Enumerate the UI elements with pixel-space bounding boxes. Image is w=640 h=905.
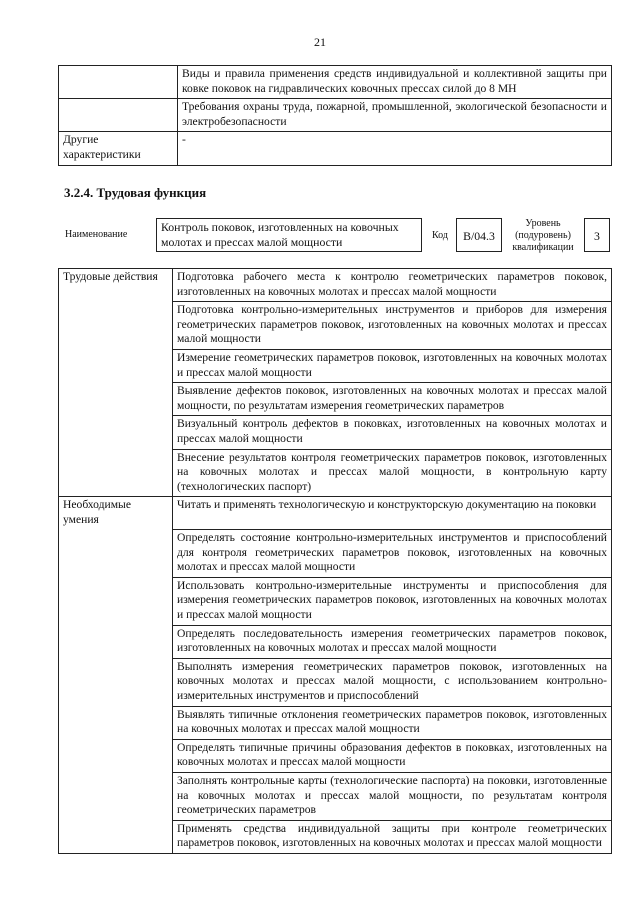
- function-name-box: Контроль поковок, изготовленных на ковочных молотах и прессах малой мощности: [156, 218, 422, 252]
- group-label-spacer: [59, 658, 173, 706]
- group-label-spacer: [59, 302, 173, 350]
- table-row: [59, 99, 612, 132]
- group-label-spacer: [59, 739, 173, 772]
- table-row: [59, 497, 612, 530]
- group-label-spacer: [59, 577, 173, 625]
- table-row: [59, 66, 612, 99]
- group-item: Выявление дефектов поковок, изготовленных на ковочных молотах и прессах малой мощности, по результатам измерения геометрических параметров: [173, 383, 612, 416]
- table-row: [59, 577, 612, 625]
- table-row: [59, 132, 612, 165]
- group-label: Трудовые действия: [59, 269, 173, 302]
- table-row: [59, 820, 612, 853]
- table-row: [59, 302, 612, 350]
- group-item: Заполнять контрольные карты (технологические паспорта) на поковки, изготовленные на ковочных молотах и прессах малой мощности, по результатам контроля геометрических параметров: [173, 772, 612, 820]
- group-label-spacer: [59, 706, 173, 739]
- top-table: [58, 65, 612, 166]
- table-row: [59, 530, 612, 578]
- row-text: -: [178, 132, 612, 165]
- table-row: [59, 658, 612, 706]
- group-item: Подготовка контрольно-измерительных инструментов и приборов для измерения геометрических параметров поковок, изготовленных на ковочных молотах и прессах малой мощности: [173, 302, 612, 350]
- section-heading: 3.2.4. Трудовая функция: [64, 185, 207, 200]
- main-table: [58, 268, 612, 854]
- row-label: [59, 66, 178, 99]
- page-number: 21: [314, 35, 326, 49]
- row-text: Требования охраны труда, пожарной, промышленной, экологической безопасности и электробезопасности: [178, 99, 612, 132]
- group-item: Определять состояние контрольно-измерительных инструментов и приспособлений для контроля геометрических параметров поковок, изготовленных на ковочных молотах и прессах малой мощности: [173, 530, 612, 578]
- group-item: Читать и применять технологическую и конструкторскую документацию на поковки: [173, 497, 612, 530]
- table-row: [59, 625, 612, 658]
- table-row: [59, 269, 612, 302]
- table-row: [59, 449, 612, 497]
- group-item: Измерение геометрических параметров поковок, изготовленных на ковочных молотах и прессах малой мощности: [173, 349, 612, 382]
- group-label-spacer: [59, 416, 173, 449]
- group-item: Определять последовательность измерения геометрических параметров поковок, изготовленных на ковочных молотах и прессах малой мощности: [173, 625, 612, 658]
- table-row: [59, 349, 612, 382]
- group-label-spacer: [59, 349, 173, 382]
- table-row: [59, 739, 612, 772]
- group-item: Применять средства индивидуальной защиты при контроле геометрических параметров поковок, изготовленных на ковочных молотах и прессах малой мощности: [173, 820, 612, 853]
- group-label-spacer: [59, 383, 173, 416]
- group-label-spacer: [59, 625, 173, 658]
- group-item: Визуальный контроль дефектов в поковках, изготовленных на ковочных молотах и прессах малой мощности: [173, 416, 612, 449]
- table-row: [59, 772, 612, 820]
- group-label-spacer: [59, 449, 173, 497]
- name-label: Наименование: [65, 229, 128, 240]
- group-item: Выполнять измерения геометрических параметров поковок, изготовленных на ковочных молотах и прессах малой мощности, с использованием контрольно-измерительных инструментов и приспособлений: [173, 658, 612, 706]
- group-label: Необходимые умения: [59, 497, 173, 530]
- level-label: Уровень (подуровень) квалификации: [512, 218, 574, 253]
- table-row: [59, 706, 612, 739]
- row-label: Другие характеристики: [59, 132, 178, 165]
- group-label-spacer: [59, 772, 173, 820]
- group-item: Внесение результатов контроля геометрических параметров поковок, изготовленных на ковочных молотах и прессах малой мощности, в контрольную карту (технологических паспорт): [173, 449, 612, 497]
- group-item: Использовать контрольно-измерительные инструменты и приспособления для измерения геометрических параметров поковок, изготовленных на ковочных молотах и прессах малой мощности: [173, 577, 612, 625]
- group-label-spacer: [59, 820, 173, 853]
- group-item: Подготовка рабочего места к контролю геометрических параметров поковок, изготовленных на ковочных молотах и прессах малой мощности: [173, 269, 612, 302]
- group-item: Определять типичные причины образования дефектов в поковках, изготовленных на ковочных молотах и прессах малой мощности: [173, 739, 612, 772]
- table-row: [59, 416, 612, 449]
- row-label: [59, 99, 178, 132]
- row-text: Виды и правила применения средств индивидуальной и коллективной защиты при ковке поковок на гидравлических ковочных прессах силой до 8 МН: [178, 66, 612, 99]
- group-label-spacer: [59, 530, 173, 578]
- code-box: B/04.3: [456, 218, 502, 252]
- group-item: Выявлять типичные отклонения геометрических параметров поковок, изготовленных на ковочных молотах и прессах малой мощности: [173, 706, 612, 739]
- code-label: Код: [432, 230, 448, 241]
- level-box: 3: [584, 218, 610, 252]
- table-row: [59, 383, 612, 416]
